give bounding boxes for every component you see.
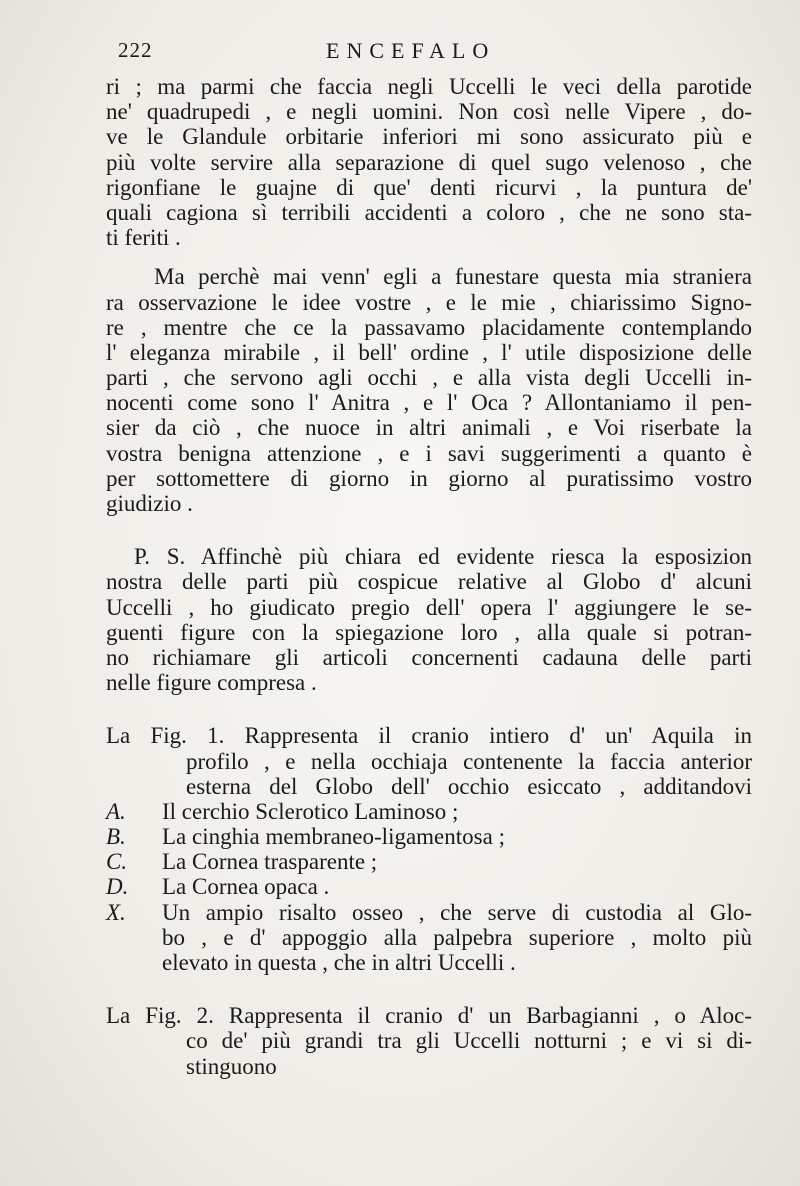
text-line: giudizio .: [106, 491, 193, 516]
text-line: rigonfiane le guajne di que' denti ricurvi , la puntura de': [106, 174, 752, 200]
paragraph-2: [106, 264, 752, 516]
text-line: ve le Glandule orbitarie inferiori mi sono assicurato più e: [106, 124, 752, 150]
legend-letter: B.: [106, 824, 126, 850]
text-line: bo , e d' appoggio alla palpebra superiore , molto più: [162, 924, 752, 950]
legend-item: [106, 799, 752, 824]
text-line: guenti figure con la spiegazione loro , alla quale si potran-: [106, 619, 752, 645]
text-line: l' eleganza mirabile , il bell' ordine , l' utile disposizione delle: [106, 339, 752, 365]
running-title: ENCEFALO: [326, 38, 496, 63]
text-line: parti , che servono agli occhi , e alla vista degli Uccelli in-: [106, 365, 752, 391]
text-line: ne' quadrupedi , e negli uomini. Non così nelle Vipere , do-: [106, 99, 752, 125]
legend-item: [106, 900, 752, 925]
legend-letter: X.: [106, 899, 126, 925]
legend-item: [106, 874, 752, 899]
page-number: 222: [118, 38, 153, 62]
text-line: nostra delle parti più cospicue relative al Globo d' alcuni: [106, 569, 752, 595]
paragraph-1: [106, 74, 752, 250]
text-line: Uccelli , ho giudicato pregio dell' opera l' aggiungere le se-: [106, 594, 752, 620]
figure-2-caption: [106, 1003, 752, 1079]
text-line: sier da ciò , che nuoce in altri animali , e Voi riserbate la: [106, 415, 752, 441]
body-text: [106, 74, 752, 1079]
legend-text: La Cornea trasparente ;: [162, 849, 378, 875]
page-header: [118, 38, 758, 68]
figure-1-legend: [106, 799, 752, 975]
text-line: quali cagiona sì terribili accidenti a coloro , che ne sono sta-: [106, 199, 752, 225]
text-line: nocenti come sono l' Anitra , e l' Oca ? Allontaniamo il pen-: [106, 390, 752, 416]
figure-lead-line: La Fig. 2. Rappresenta il cranio d' un Barbagianni , o Aloc-: [106, 1003, 752, 1029]
legend-letter: A.: [106, 798, 126, 824]
postscript: [106, 544, 752, 695]
text-line: più volte servire alla separazione di quel sugo velenoso , che: [106, 149, 752, 175]
text-line: per sottomettere di giorno in giorno al puratissimo vostro: [106, 465, 752, 491]
text-line: vostra benigna attenzione , e i savi suggerimenti a quanto è: [106, 440, 752, 466]
legend-letter: C.: [106, 849, 128, 875]
text-line: no richiamare gli articoli concernenti cadauna delle parti: [106, 644, 752, 670]
text-line: stinguono: [186, 1053, 277, 1079]
legend-text: Un ampio risalto osseo , che serve di custodia al Glo-: [162, 899, 752, 925]
text-line: re , mentre che ce la passavamo placidamente contemplando: [106, 314, 752, 340]
text-line: co de' più grandi tra gli Uccelli notturni ; e vi si di-: [186, 1028, 752, 1054]
text-line: ri ; ma parmi che faccia negli Uccelli le veci della parotide: [106, 74, 752, 99]
text-line: profilo , e nella occhiaja contenente la faccia anterior: [186, 748, 752, 774]
legend-item: [106, 849, 752, 874]
text-line: esterna del Globo dell' occhio esiccato , additandovi: [186, 773, 752, 799]
figure-1-caption: [106, 723, 752, 975]
text-line: Ma perchè mai venn' egli a funestare questa mia straniera: [154, 264, 752, 290]
text-line: ti feriti .: [106, 225, 181, 251]
legend-item: [106, 824, 752, 849]
legend-text: La Cornea opaca .: [162, 874, 330, 900]
figure-lead-line: La Fig. 1. Rappresenta il cranio intiero d' un' Aquila in: [106, 723, 752, 749]
text-line: ra osservazione le idee vostre , e le mie , chiarissimo Signo-: [106, 289, 752, 315]
legend-text: Il cerchio Sclerotico Laminoso ;: [162, 798, 459, 824]
text-line: elevato in questa , che in altri Uccelli .: [162, 950, 516, 975]
text-line: P. S. Affinchè più chiara ed evidente riesca la esposizion: [134, 544, 752, 570]
legend-text: La cinghia membraneo-ligamentosa ;: [162, 824, 505, 850]
text-line: nelle figure compresa .: [106, 670, 317, 696]
legend-letter: D.: [106, 874, 129, 900]
